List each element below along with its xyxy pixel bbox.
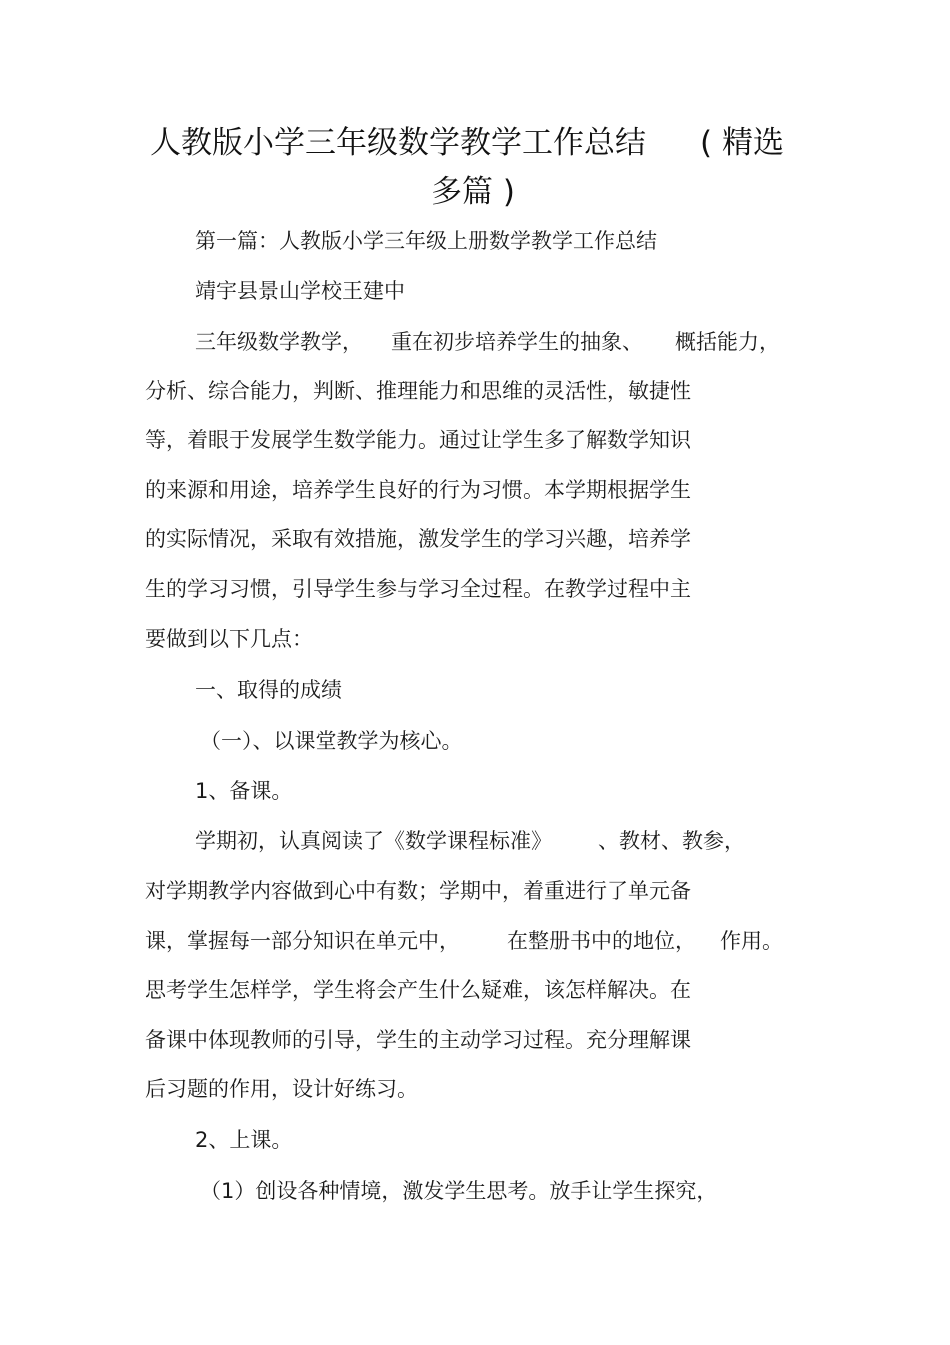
paragraph-line: 分析、综合能力，判断、推理能力和思维的灵活性，敏捷性 <box>145 379 691 403</box>
subsection-heading: （一）、以课堂教学为核心。 <box>200 729 463 753</box>
item-heading: 2、上课。 <box>195 1128 293 1152</box>
paragraph-line: 后习题的作用，设计好练习。 <box>145 1077 418 1101</box>
paragraph-line: 备课中体现教师的引导，学生的主动学习过程。充分理解课 <box>145 1028 691 1052</box>
paragraph-line <box>145 926 783 956</box>
paragraph-line: （1）创设各种情境，激发学生思考。放手让学生探究， <box>200 1179 718 1203</box>
text-segment: 、教材、教参， <box>598 829 745 853</box>
paragraph-line: 生的学习习惯，引导学生参与学习全过程。在教学过程中主 <box>145 577 691 601</box>
text-segment: 课，掌握每一部分知识在单元中， <box>145 929 460 953</box>
paragraph-line: 的实际情况，采取有效措施，激发学生的学习兴趣，培养学 <box>145 527 691 551</box>
text-segment: 作用。 <box>720 929 783 953</box>
document-title-line-1 <box>150 123 784 163</box>
paragraph-line: 的来源和用途，培养学生良好的行为习惯。本学期根据学生 <box>145 478 691 502</box>
paragraph-line: 对学期教学内容做到心中有数；学期中，着重进行了单元备 <box>145 879 691 903</box>
document-title-main: 人教版小学三年级数学教学工作总结 <box>150 125 646 161</box>
paragraph-line: 思考学生怎样学，学生将会产生什么疑难，该怎样解决。在 <box>145 978 691 1002</box>
text-segment: 三年级数学教学， <box>195 330 363 354</box>
document-title-tail: ( 精选 <box>700 125 784 161</box>
item-heading: 1、备课。 <box>195 779 293 803</box>
paragraph-line <box>195 327 780 357</box>
section-subtitle: 第一篇：人教版小学三年级上册数学教学工作总结 <box>195 229 657 253</box>
document-title-line-2: 多篇 ) <box>431 174 515 210</box>
text-segment: 在整册书中的地位， <box>507 929 696 953</box>
text-segment: 重在初步培养学生的抽象、 <box>391 330 643 354</box>
paragraph-line <box>195 826 745 856</box>
text-segment: 学期初，认真阅读了《数学课程标准》 <box>195 829 552 853</box>
paragraph-line: 等，着眼于发展学生数学能力。通过让学生多了解数学知识 <box>145 428 691 452</box>
text-segment: 概括能力， <box>675 330 780 354</box>
author-line: 靖宇县景山学校王建中 <box>195 279 405 303</box>
paragraph-line: 要做到以下几点： <box>145 627 313 651</box>
section-heading: 一、取得的成绩 <box>195 678 342 702</box>
